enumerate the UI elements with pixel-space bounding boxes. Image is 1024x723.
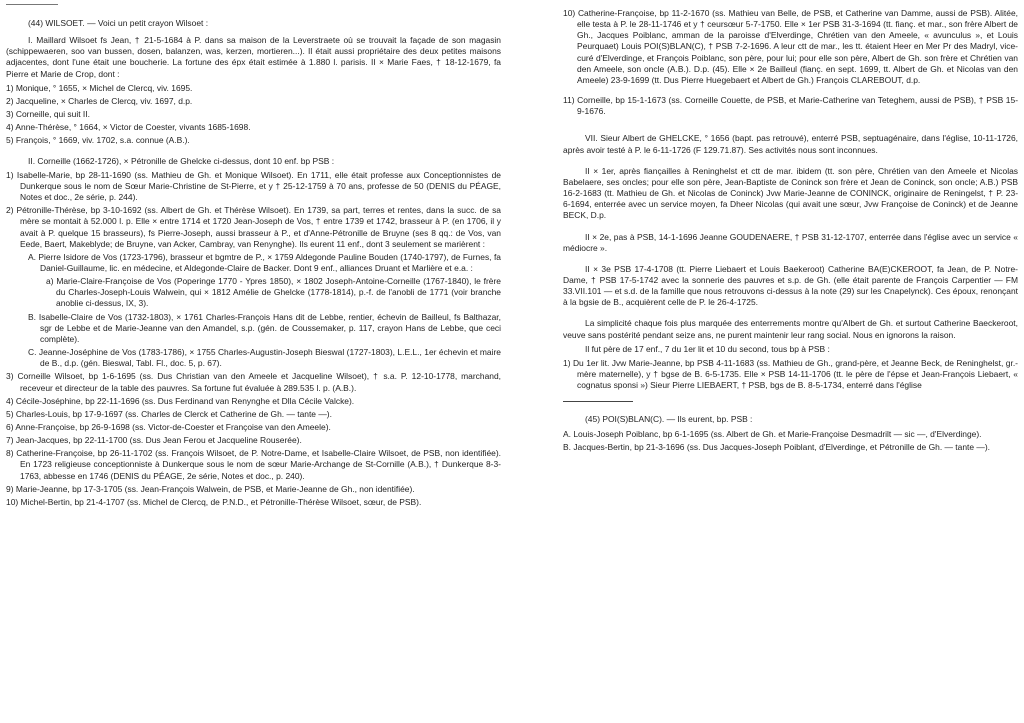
note-44-heading: (44) WILSOET. — Voici un petit crayon Wilsoet : — [28, 18, 209, 28]
footnote-divider — [563, 401, 633, 402]
right-column — [563, 8, 1018, 455]
left-column — [6, 8, 501, 510]
second-marriage-paragraph: II × 2e, pas à PSB, 14-1-1696 Jeanne GOUDENAERE, † PSB 31-12-1707, enterrée dans l'église avec un service « médiocre ». — [563, 231, 1018, 253]
list-item: 11) Corneille, bp 15-1-1673 (ss. Corneille Couette, de PSB, et Marie-Catherine van Teteghem, aussi de PSB), † PSB 15-9-1676. — [563, 95, 1018, 117]
footnote-45-heading: (45) POI(S)BLAN(C). — Ils eurent, bp. PSB : — [585, 414, 753, 425]
list-item: 2) Jacqueline, × Charles de Clercq, viv. 1697, d.p. — [6, 95, 193, 106]
first-marriage-paragraph: II × 1er, après fiançailles à Reninghelst et ctt de mar. ibidem (tt. son père, Chrétien van den Ameele et Nicolas Babelaere, ses oncles; pour elle son père, Jean-Baptiste de Coninck son frère et Jean de Coninck, son oncle; A.B.) PSB 16-2-1683 (tt. Mathieu de Gh. et Nicolas de Coninck) Jvw Marie-Jeanne de CONINCK, originaire de Reningelst, † P. 23-6-1694, enterrée avec un service moyen, fa Dheer Nicolas (qui avait une sœur, Jvw Françoise de Coninck) et de Jeanne BECK, D.p. — [563, 165, 1018, 221]
list-item: 9) Marie-Jeanne, bp 17-3-1705 (ss. Jean-François Walwein, de PSB, et Marie-Jeanne de Gh., non identifiée). — [6, 483, 415, 494]
list-item: 7) Jean-Jacques, bp 22-11-1700 (ss. Dus Jean Ferou et Jacqueline Rouserée). — [6, 435, 302, 446]
top-rule — [6, 4, 58, 5]
list-item: C. Jeanne-Joséphine de Vos (1783-1786), × 1755 Charles-Augustin-Joseph Bieswal (1727-1803), L.E.L., 1er échevin et maire de B., d.p. (gén. Bieswal, Tabl. Fl., doc. 5, p. 67). — [28, 347, 501, 369]
list-item: 4) Anne-Thérèse, ° 1664, × Victor de Coester, vivants 1685-1698. — [6, 122, 251, 133]
list-item: 3) Corneille Wilsoet, bp 1-6-1695 (ss. Dus Christian van den Ameele et Jacqueline Wilsoet), † s.a. P. 12-10-1778, marchand, receveur et directeur de la table des pauvres. Sa fortune fut évaluée à 289.535 l. p. (A.B.). — [6, 371, 501, 393]
list-item: 2) Pétronille-Thérèse, bp 3-10-1692 (ss. Albert de Gh. et Thérèse Wilsoet). En 1739, sa part, terres et rentes, dans la succ. de sa mère se montait à 52.000 l. p. Elle × entre 1714 et 1720 Jean-Joseph de Vos, † entre 1739 et 1742, brasseur à P. (en 1706, il y avait à P. quelque 15 brasseurs), fs Pierre-Joseph, aussi brasseur à P., et d'Anne-Pétronille de Bruyne (ses 8 qq.: de Vos, van Eede, Baert, Makeblyde; de Bruyne, van Acker, Cambray, van Renynghe). Ils eurent 11 enf., dont 3 seulement se marièrent : — [6, 205, 501, 249]
list-item: 1) Du 1er lit. Jvw Marie-Jeanne, bp PSB 4-11-1683 (ss. Mathieu de Gh., grand-père, et Jeanne Beck, de Reninghelst, gr.-mère maternelle), y † bgse de B. 6-5-1735. Elle × PSB 14-11-1706 (tt. le père de l'épse et Jean-François Liebaert, « cognatus sponsi ») Sieur Pierre LIEBAERT, † PSB, bgs de B. 8-5-1734, enterré dans l'église — [563, 357, 1018, 391]
simplicity-paragraph: La simplicité chaque fois plus marquée des enterrements montre qu'Albert de Gh. et surtout Catherine Baeckeroot, veuve sans postérité pendant seize ans, ne purent maintenir leur rang social. Nous en ignorons la raison. — [563, 318, 1018, 340]
list-item: 10) Catherine-Françoise, bp 11-2-1670 (ss. Mathieu van Belle, de PSB, et Catherine van Damme, aussi de PSB). Alitée, elle testa à P. le 28-11-1746 et y † ceursœur 5-7-1750. Elle × 1er PSB 31-3-1694 (tt. fianç. et mar., son frère Albert de Gh., Jacques Poiblanc, amman de la paroisse d'Elverdinge, Chrétien van den Ameele, « avunculus », et Louis Peurquaet) Louis POI(S)BLAN(C), † PSB 7-2-1696. A leur ctt de mar., les tt. étaient Heer en Mer Pr des Madryl, vice-curé d'Elverdinge, et François Poiblanc, son père, pour lui; pour elle son père, Albert de Gh. son frère et Chrétien van den Ameele, son oncle (A.B.). D.p. (45). Elle × 2e Bailleul (fianç. en sept. 1699, tt. Albert de Gh. et Nicolas van den Ameele) 23-9-1699 (tt. Dus Pierre Huegebaert et Albert de Gh.) François CLAREBOUT, d.p. — [563, 8, 1018, 85]
list-item: 6) Anne-Françoise, bp 26-9-1698 (ss. Victor-de-Coester et Françoise van den Ameele). — [6, 422, 331, 432]
generation-1-intro: I. Maillard Wilsoet fs Jean, † 21-5-1684 à P. dans sa maison de la Leverstraete où se trouvait la façade de son magasin (schippewaeren, soo van bussen, dosen, balanzen, was, kerzen, mortieren...). Il était aussi propriétaire des deux petites maisons adjacentes, dont l'une était une boucherie. La fortune des épx était estimée à 1.880 l. parisis. II × Marie Faes, † 18-12-1679, fa Pierre et Marie de Crop, dont : — [6, 35, 501, 79]
list-item: a) Marie-Claire-Françoise de Vos (Poperinge 1770 - Ypres 1850), × 1802 Joseph-Antoine-Corneille (1767-1840), le frère du Charles-Joseph-Louis Walwein, qui × 1812 Amélie de Ghelcke (1778-1814), p.-f. de l'anobli de 1771 (voir branche anoblie ci-dessus, IX, 3). — [46, 276, 501, 309]
list-item: 4) Cécile-Joséphine, bp 22-11-1696 (ss. Dus Ferdinand van Renynghe et Dlla Cécile Valcke). — [6, 395, 355, 406]
list-item: 5) Charles-Louis, bp 17-9-1697 (ss. Charles de Clerck et Catherine de Gh. — tante —). — [6, 408, 332, 419]
children-count-paragraph: Il fut père de 17 enf., 7 du 1er lit et 10 du second, tous bp à PSB : — [585, 343, 830, 354]
list-item: 1) Monique, ° 1655, × Michel de Clercq, viv. 1695. — [6, 82, 193, 93]
list-item: B. Isabelle-Claire de Vos (1732-1803), × 1761 Charles-François Hans dit de Lebbe, rentier, échevin de Bailleul, fs Balthazar, sgr de Lebbe et de Marie-Jeanne van den Amandel, s.p. (gén. de Coussemaker, p. 117, crayon Hans de Lebbe, que ceci complète). — [28, 311, 501, 344]
list-item: B. Jacques-Bertin, bp 21-3-1696 (ss. Dus Jacques-Joseph Poiblant, d'Elverdinge, et Pétronille de Gh. — tante —). — [563, 441, 990, 452]
list-item: 3) Corneille, qui suit II. — [6, 109, 90, 120]
list-item: 8) Catherine-Françoise, bp 26-11-1702 (ss. François Wilsoet, de P. Notre-Dame, et Isabelle-Claire Wilsoet, de PSB, non identifiée). En 1723 religieuse conceptionniste à Dunkerque sous le nom de sœur Marie-Archange de St-Cornille (A.B.), † Dunkerque 8-3-1763, abbesse en 1746 (DENIS du PÉAGE, 2e série, Notes et doc., p. 240). — [6, 448, 501, 481]
list-item: A. Louis-Joseph Poiblanc, bp 6-1-1695 (ss. Albert de Gh. et Marie-Françoise Desmadrilt — sic —, d'Elverdinge). — [563, 428, 982, 439]
generation-7-paragraph: VII. Sieur Albert de GHELCKE, ° 1656 (bapt. pas retrouvé), enterré PSB, septuagénaire, dans l'église, 10-11-1726, après avoir testé à P. le 6-11-1726 (F 129.71.87). Ses activités nous sont inconnues. — [563, 133, 1018, 155]
list-item: A. Pierre Isidore de Vos (1723-1796), brasseur et bgmtre de P., × 1759 Aldegonde Pauline Bouden (1740-1797), de Furnes, fa Daniel-Guillaume, lic. en médecine, et Aldegonde-Claire de Backer. Dont 9 enf., alliances Druant et Marlière et e.a. : — [28, 251, 501, 273]
generation-2-intro: II. Corneille (1662-1726), × Pétronille de Ghelcke ci-dessus, dont 10 enf. bp PSB : — [28, 155, 335, 166]
list-item: 10) Michel-Bertin, bp 21-4-1707 (ss. Michel de Clercq, de P.N.D., et Pétronille-Thérèse Wilsoet, sœur, de PSB). — [6, 496, 422, 507]
list-item: 1) Isabelle-Marie, bp 28-11-1690 (ss. Mathieu de Gh. et Monique Wilsoet). En 1711, elle était professe aux Conceptionnistes de Dunkerque sous le nom de Sœur Marie-Christine de St-Pierre, et y † 25-12-1759 à 70 ans, professe de 50 (DENIS du PÉAGE, Notes et doc., 2e série, p. 244). — [6, 169, 501, 203]
third-marriage-paragraph: II × 3e PSB 17-4-1708 (tt. Pierre Liebaert et Louis Baekeroot) Catherine BA(E)CKEROOT, fa Jean, de P. Notre-Dame, † PSB 17-5-1742 avec la sonnerie des pauvres et s.p. de Gh. (elle était parente de François Carpentier — FM 33.VII.101 — et s.d. de la famille que nous retrouvons ci-dessus à la note (29) sur les Cnapelynck). Ces époux, renonçant à la bgsie de B., acquièrent celle de P. le 26-4-1725. — [563, 263, 1018, 308]
list-item: 5) François, ° 1669, viv. 1702, s.a. connue (A.B.). — [6, 135, 190, 146]
